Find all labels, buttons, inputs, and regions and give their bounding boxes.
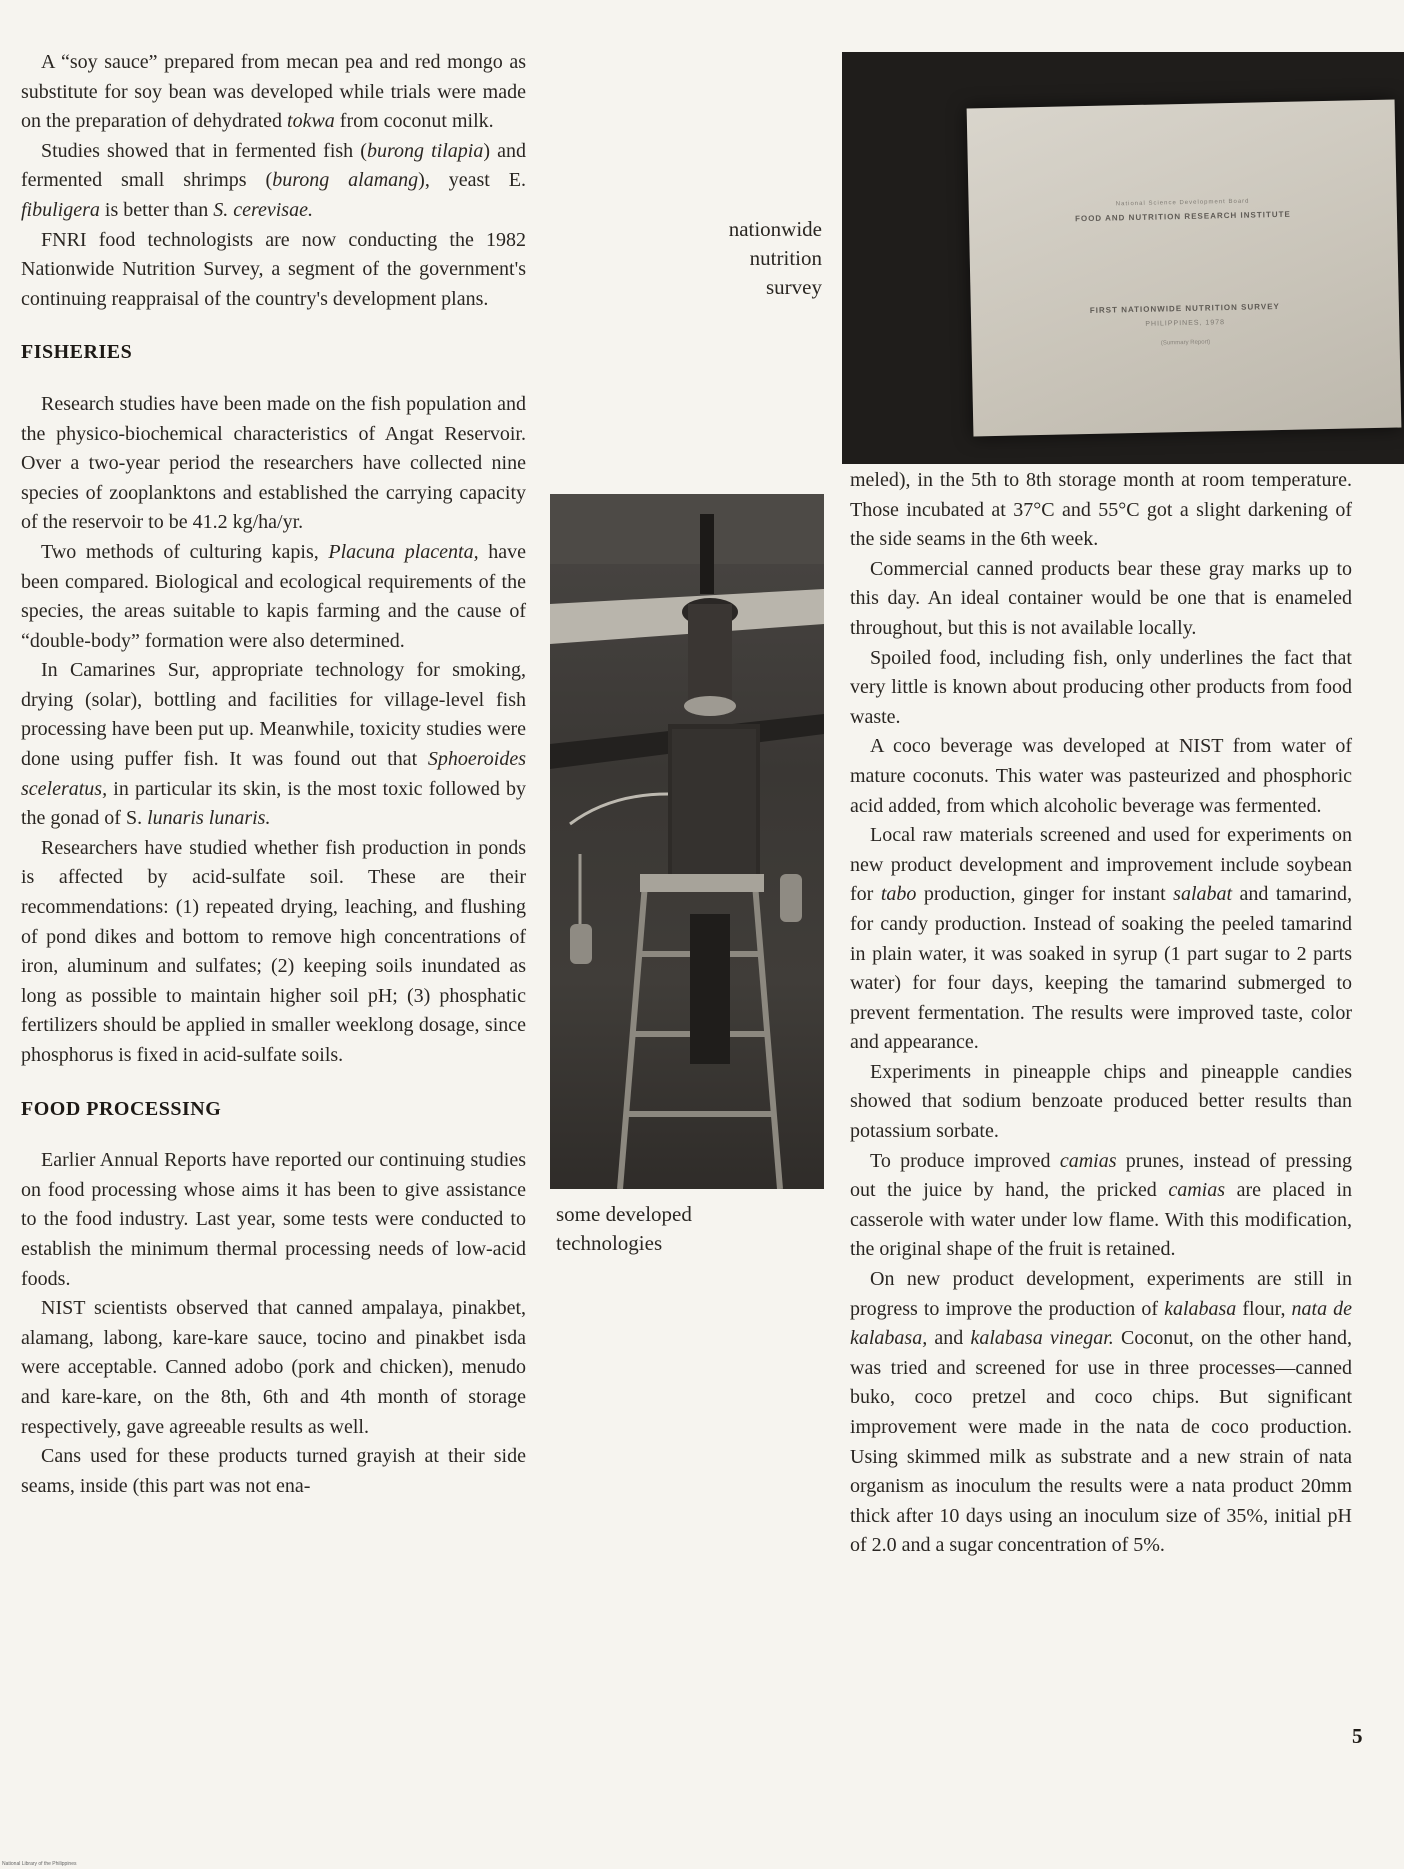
paragraph-local-raw-materials: Local raw materials screened and used for experiments on new product development and improvement include soybean for tabo production, ginger for instant salabat and tamarind, for candy production. Instead of soaking the peeled tamarind in plain water, it was soaked in syrup (1 part sugar to 2 parts water) for four days, keeping the tamarind submerged to prevent fermentation. The results were improved taste, color and appearance. [850, 824, 1352, 1054]
paragraph-soy-sauce: A “soy sauce” prepared from mecan pea and red mongo as substitute for soy bean was developed while trials were made on the preparation of dehydrated tokwa from coconut milk. [21, 51, 526, 133]
paragraph-new-product: On new product development, experiments are still in progress to improve the production of kalabasa flour, nata de kalabasa, and kalabasa vinegar. Coconut, on the other hand, was tried and screened for use in three processes—canned buko, coco pretzel and coco chips. But significant improvement were made in the nata de coco production. Using skimmed milk as substrate and a new strain of nata organism as inoculum the results were a nata product 20mm thick after 10 days using an inoculum size of 35%, initial pH of 2.0 and a sugar concentration of 5%. [850, 1268, 1353, 1557]
paragraph-camarines-sur: In Camarines Sur, appropriate technology for smoking, drying (solar), bottling and facilities for village-level fish processing have been put up. Meanwhile, toxicity studies were done using puffer fish. It was found out that Sphoeroides sceleratus, in particular its skin, is the most toxic followed by the gonad of S. lunaris lunaris. [21, 659, 526, 830]
paragraph-angat-reservoir: Research studies have been made on the fish population and the physico-biochemical characteristics of Angat Reservoir. Over a two-year period the researchers have collected nine species of zooplanktons and established the carrying capacity of the reservoir to be 41.2 kg/ha/yr. [21, 392, 526, 534]
report-institute: FOOD AND NUTRITION RESEARCH INSTITUTE [1074, 209, 1291, 224]
paragraph-camias: To produce improved camias prunes, instead of pressing out the juice by hand, the pricked camias are placed in casserole with water under low flame. With this modification, the original shape of the fruit is retained. [850, 1149, 1352, 1261]
right-column [850, 466, 1352, 1561]
paragraph-commercial-canned: Commercial canned products bear these gray marks up to this day. An ideal container would be one that is enameled throughout, but this is not available locally. [850, 557, 1352, 639]
report-note: (Summary Report) [1160, 339, 1211, 347]
caption-developed-technologies: some developed technologies [556, 1202, 692, 1255]
report-agency: National Science Development Board [1115, 198, 1250, 208]
left-column [21, 48, 526, 1501]
paragraph-nutrition-survey: FNRI food technologists are now conducting the 1982 Nationwide Nutrition Survey, a segment of the government's continuing reappraisal of the country's development plans. [21, 228, 526, 310]
paragraph-nist-canned: NIST scientists observed that canned ampalaya, pinakbet, alamang, labong, kare-kare sauce, tocino and pinakbet isda were acceptable. Canned adobo (pork and chicken), menudo and kare-kare, on the 8th, 6th and 4th month of storage respectively, gave agreeable results as well. [21, 1297, 526, 1438]
paragraph-cans-seams: Cans used for these products turned grayish at their side seams, inside (this part was not ena- [21, 1445, 526, 1497]
paragraph-fermented-fish: Studies showed that in fermented fish (burong tilapia) and fermented small shrimps (burong alamang), yeast E. fibuligera is better than S. cerevisae. [21, 139, 526, 221]
report-title: FIRST NATIONWIDE NUTRITION SURVEY [1089, 302, 1280, 315]
paragraph-acid-sulfate: Researchers have studied whether fish production in ponds is affected by acid-sulfate soil. These are their recommendations: (1) repeated drying, leaching, and flushing of pond dikes and bottom to remove high concentrations of iron, aluminum and sulfates; (2) keeping soils inundated as long as possible to maintain higher soil pH; (3) phosphatic fertilizers should be applied in smaller weeklong dosage, since phosphorus is fixed in acid-sulfate soils. [21, 836, 526, 1066]
report-subtitle: PHILIPPINES, 1978 [1145, 319, 1226, 328]
page-number: 5 [1352, 1724, 1363, 1748]
footer-stamp: National Library of the Philippines [2, 1861, 77, 1867]
equipment-illustration [550, 494, 824, 1189]
paragraph-kapis: Two methods of culturing kapis, Placuna placenta, have been compared. Biological and ecological requirements of the species, the areas suitable to kapis farming and the cause of “double-body” formation were also determined. [21, 540, 526, 652]
heading-fisheries: FISHERIES [21, 341, 133, 364]
paragraph-earlier-reports: Earlier Annual Reports have reported our continuing studies on food processing whose aims it has been to give assistance to the food industry. Last year, some tests were conducted to establish the minimum thermal processing needs of low-acid foods. [21, 1149, 526, 1290]
paragraph-spoiled-food: Spoiled food, including fish, only underlines the fact that very little is known about producing other products from food waste. [850, 646, 1352, 728]
survey-report-photo [842, 52, 1404, 464]
paragraph-storage-month: meled), in the 5th to 8th storage month at room temperature. Those incubated at 37°C and 55°C got a slight darkening of the side seams in the 6th week. [850, 469, 1352, 551]
equipment-photo [550, 494, 824, 1189]
paragraph-coco-beverage: A coco beverage was developed at NIST from water of mature coconuts. This water was pasteurized and phosphoric acid added, from which alcoholic beverage was fermented. [850, 735, 1352, 817]
heading-food-processing: FOOD PROCESSING [21, 1097, 222, 1120]
paragraph-pineapple: Experiments in pineapple chips and pineapple candies showed that sodium benzoate produced better results than potassium sorbate. [850, 1060, 1352, 1143]
report-cover [967, 100, 1402, 437]
caption-nationwide-survey: nationwide nutrition survey [728, 217, 822, 299]
